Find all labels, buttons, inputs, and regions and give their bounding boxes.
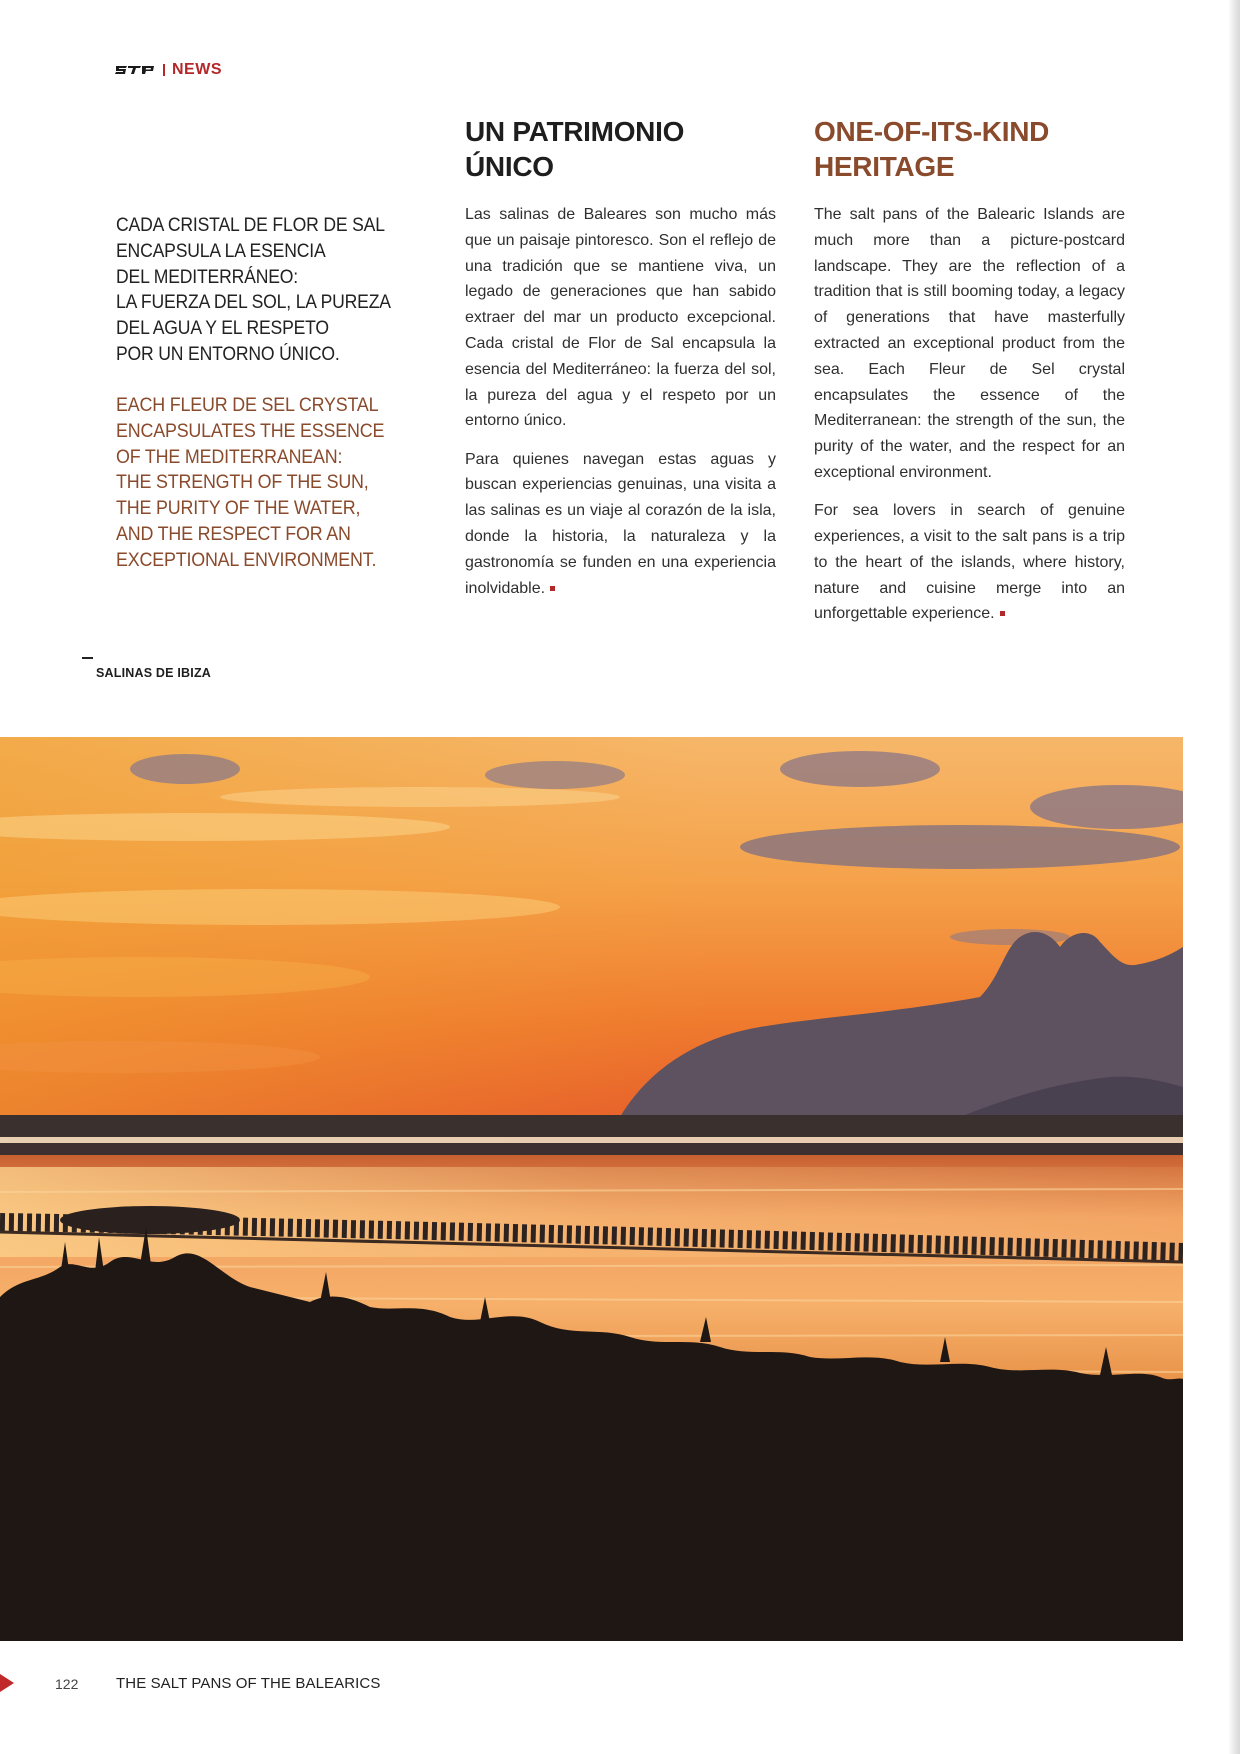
- pull-quote-spanish: [116, 213, 391, 368]
- masthead: [115, 62, 222, 78]
- end-mark: [550, 586, 555, 591]
- text-line: EACH FLEUR DE SEL CRYSTAL: [116, 394, 379, 416]
- text-line: HERITAGE: [814, 151, 955, 182]
- pull-quote-english: [116, 393, 391, 574]
- article-heading-spanish: [465, 114, 776, 184]
- salt-pans-sunset-photo: [0, 737, 1183, 1641]
- page-number: 122: [55, 1676, 79, 1692]
- text-line: ÚNICO: [465, 151, 554, 182]
- text-line: CADA CRISTAL DE FLOR DE SAL: [116, 214, 385, 236]
- paragraph: For sea lovers in search of genuine experiences, a visit to the salt pans is a trip to the heart of the islands, where history, nature and cuisine merge into an unforgettable experience.: [814, 502, 1125, 623]
- text-line: DEL AGUA Y EL RESPETO: [116, 317, 329, 340]
- text-line: THE PURITY OF THE WATER,: [116, 497, 361, 520]
- text-line: AND THE RESPECT FOR AN: [116, 522, 351, 545]
- text-line: ENCAPSULA LA ESENCIA: [116, 239, 326, 262]
- text-line: ONE-OF-ITS-KIND: [814, 116, 1050, 147]
- text-line: POR UN ENTORNO ÚNICO.: [116, 342, 340, 365]
- article-heading-english: [814, 114, 1125, 184]
- paragraph: Para quienes navegan estas aguas y buscan experiencias genuinas, una visita a las salinas es un viaje al corazón de la isla, donde la historia, la naturaleza y la gastronomía se funden en una experiencia inolvidable.: [465, 450, 776, 597]
- article-body-spanish: [465, 202, 776, 614]
- article-body-english: [814, 202, 1125, 640]
- text-line: OF THE MEDITERRANEAN:: [116, 445, 343, 468]
- photo-caption: SALINAS DE IBIZA: [96, 666, 212, 680]
- text-line: UN PATRIMONIO: [465, 116, 685, 147]
- section-label: NEWS: [172, 61, 222, 78]
- page-edge-shadow: [1228, 0, 1240, 1754]
- end-mark: [1000, 611, 1005, 616]
- text-line: LA FUERZA DEL SOL, LA PUREZA: [116, 291, 391, 314]
- masthead-separator: [163, 64, 165, 76]
- paragraph: The salt pans of the Balearic Islands are much more than a picture-postcard landscape. They are the reflection of a tradition that is still booming today, a legacy of generations that have masterfully extracted an exceptional product from the sea. Each Fleur de Sel crystal encapsulates the essence of the Mediterranean: the strength of the sun, the purity of the water, and the respect for an exceptional environment.: [814, 206, 1125, 481]
- text-line: THE STRENGTH OF THE SUN,: [116, 471, 369, 494]
- text-line: ENCAPSULATES THE ESSENCE: [116, 419, 385, 442]
- text-line: DEL MEDITERRÁNEO:: [116, 265, 298, 288]
- footer-title: THE SALT PANS OF THE BALEARICS: [116, 1675, 381, 1692]
- text-line: EXCEPTIONAL ENVIRONMENT.: [116, 548, 377, 571]
- stp-logo-icon: [115, 63, 155, 77]
- caption-dash: [82, 657, 93, 659]
- paragraph: Las salinas de Baleares son mucho más que un paisaje pintoresco. Son el reflejo de una tradición que se mantiene viva, un legado de generaciones que han sabido extraer del mar un producto excepcional. Cada cristal de Flor de Sal encapsula la esencia del Mediterráneo: la fuerza del sol, la pureza del agua y el respeto por un entorno único.: [465, 206, 776, 430]
- footer-arrow-icon: [0, 1674, 14, 1692]
